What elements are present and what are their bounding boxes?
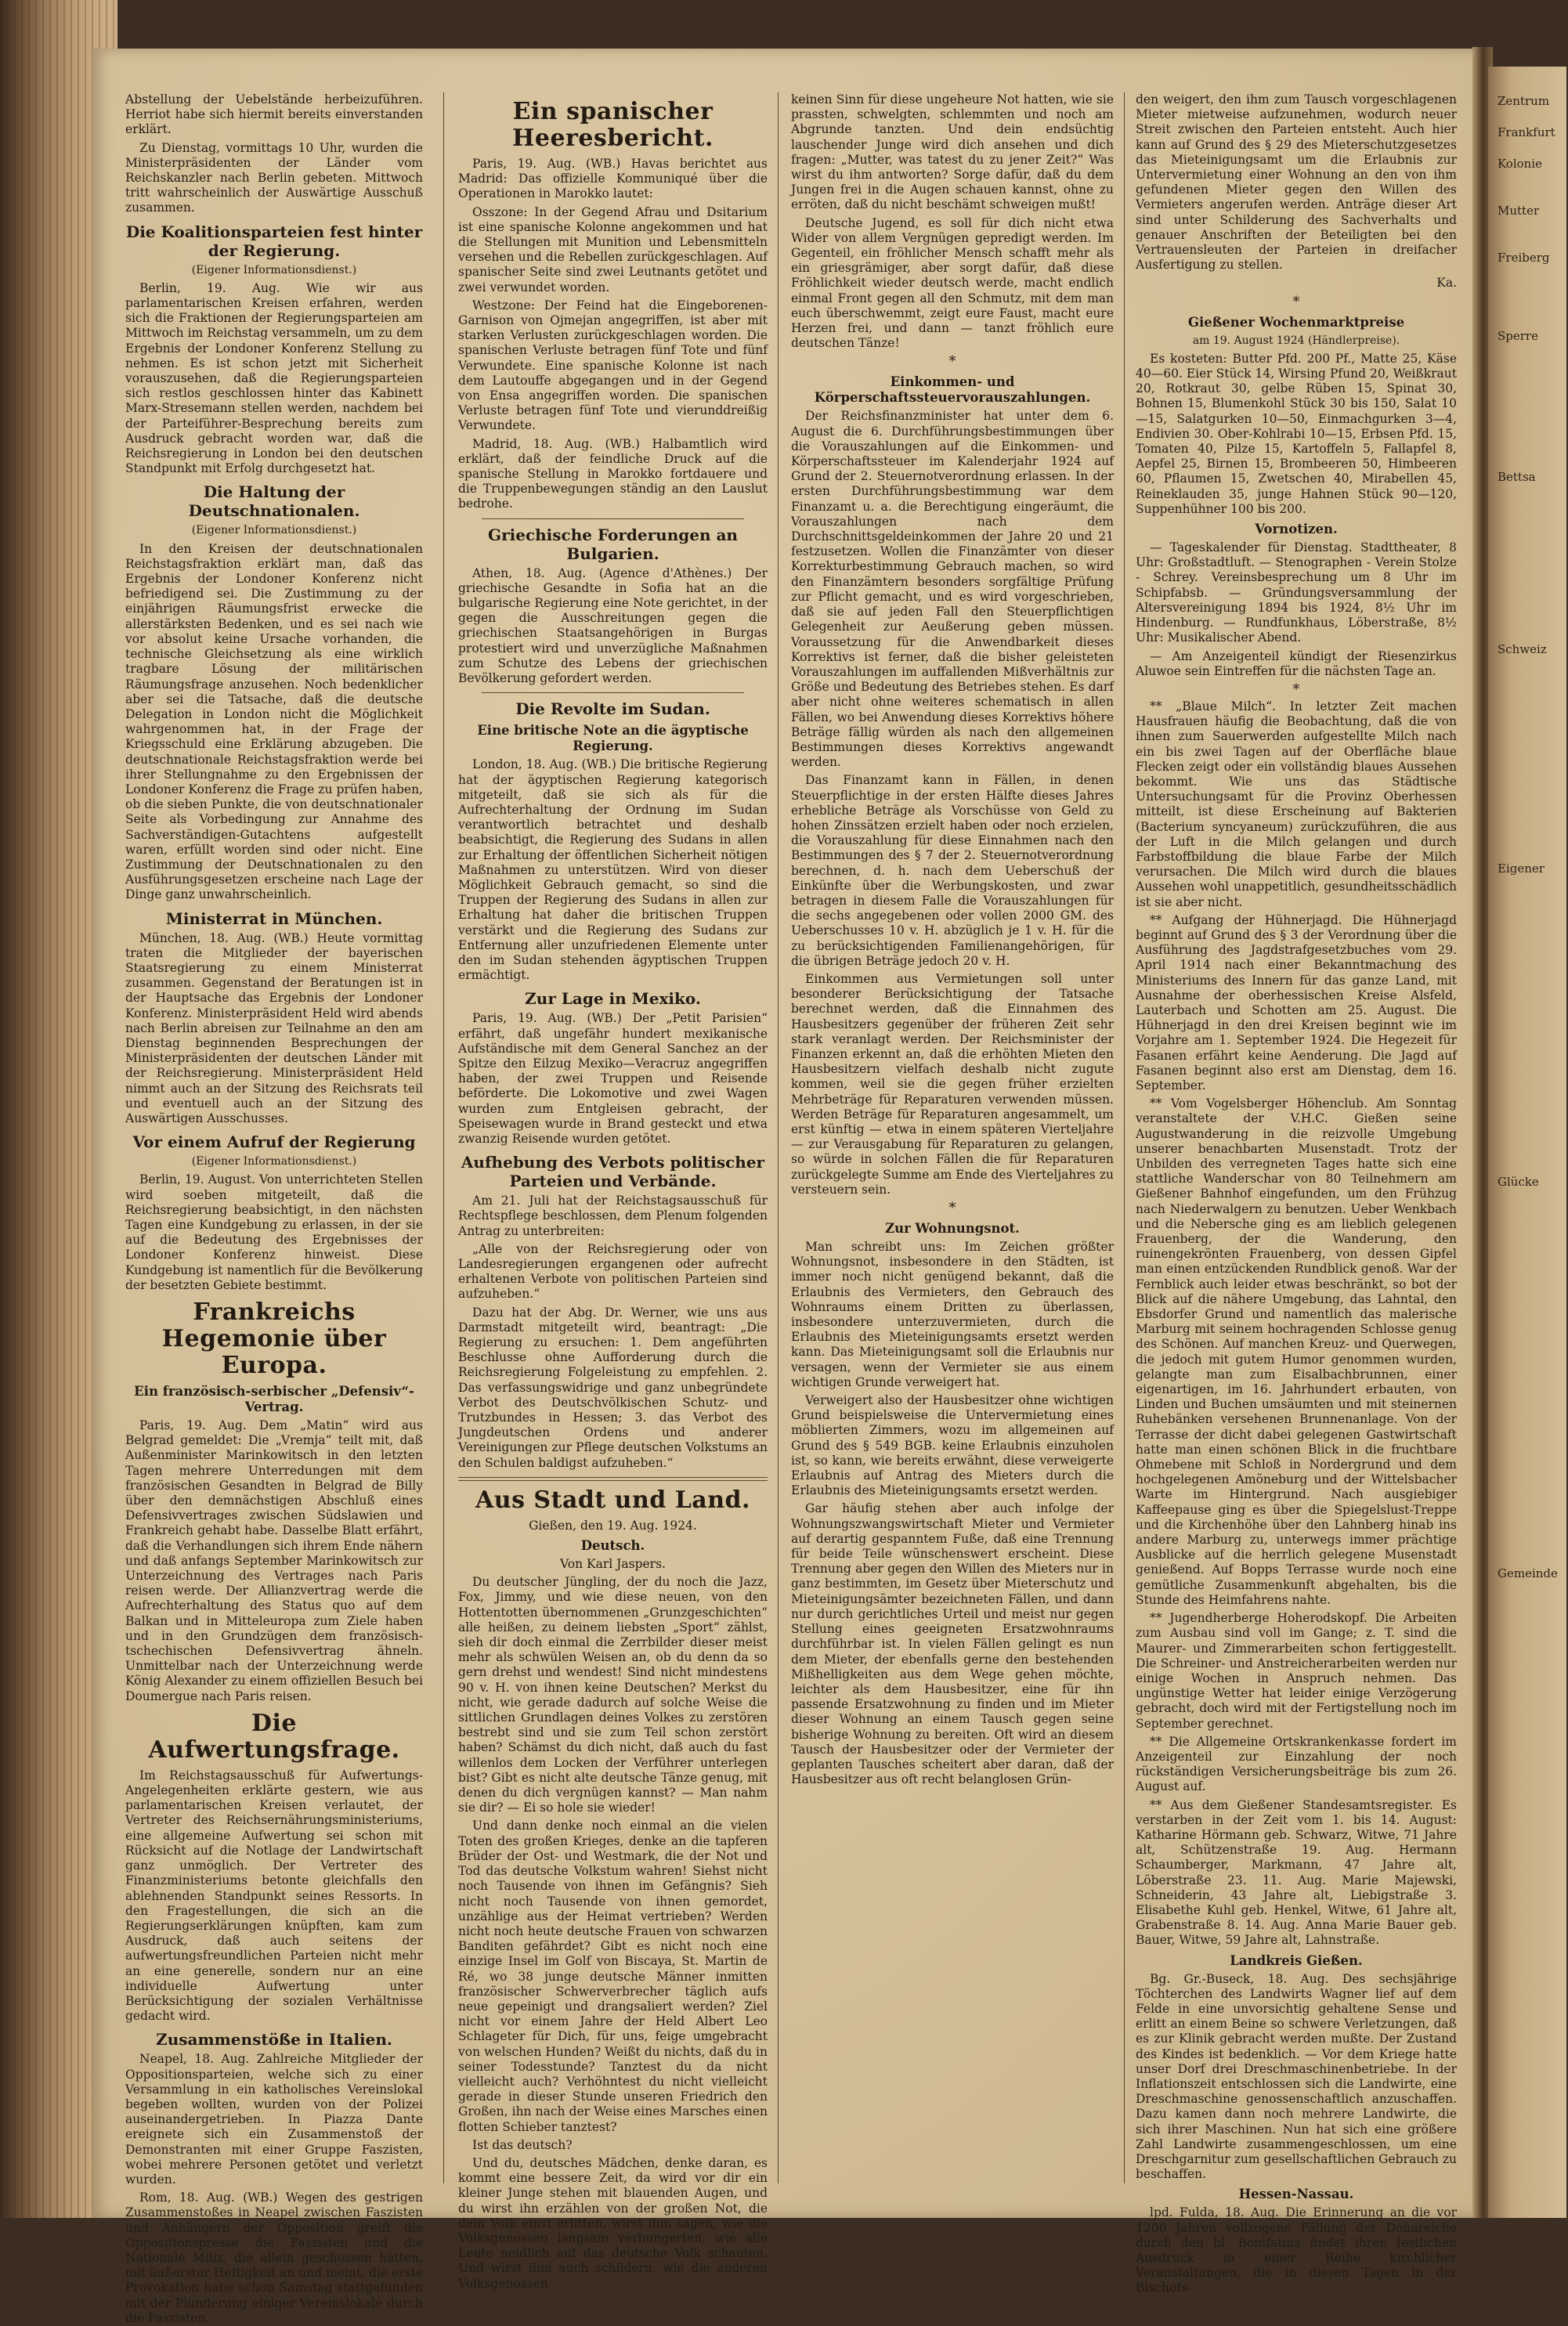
article-text: Gar häufig stehen aber auch infolge der Wohnungszwangswirtschaft Mieter und Vermieter auf derartig gespanntem Fuße, daß eine Trennung für beide Teile wünschenswert erscheint. Diese Trennung aber gegen den Willen des Mieters nur in ganz bestimmten, im Gesetz über Mieterschutz und Mieteinigungsämter bezeichneten Fällen, und dann nur durch gerichtliches Urteil und meist nur gegen Stellung eines geeigneten Ersatzwohnraums durchführbar ist. In vielen Fällen gelingt es nun dem Mieter, der ebenfalls gerne den bestehenden Mißhelligkeiten aus dem Wege gehen möchte, leichter als dem Hausbesitzer, eine für ihn passende Ersatzwohnung zu finden und im Mieter dieser Wohnung an einem Tausch gegen seine bisherige Wohnung zu bereiten. Oft wird an diesem Tausch der Hausbesitzer oder der Vermieter der geplanten Tausches scheitert aber daran, daß der Hausbesitzer aus oft recht belanglosen Grün-	[791, 1501, 1114, 1787]
next-page-fragment: Bettsa	[1498, 470, 1536, 484]
headline-frankreich: Frankreichs Hegemonie über Europa.	[161, 1298, 387, 1380]
article-text: Rom, 18. Aug. (WB.) Wegen des gestrigen Zusammenstoßes in Neapel zwischen Faszisten und Anhängern der Opposition greift die Oppositionspresse die Faszisten und die Nationale Miliz, die allein geschossen hätten, mit äußerster Heftigkeit an und meint, die erste Provokation habe schon Samstag stattgefunden mit der Plünderung einiger Vereinslokale durch die Faszisten.	[125, 2191, 423, 2325]
next-page-fragment: Freiberg	[1498, 251, 1550, 265]
article-text: — Am Anzeigenteil kündigt der Riesenzirkus Aluwoe sein Eintreffen für die nächsten Tage an.	[1136, 648, 1457, 678]
article-text: lpd. Fulda, 18. Aug. Die Erinnerung an die vor 1200 Jahren vollzogene Fällung der Donareiche durch den hl. Bonifatius findet ihren festlichen Ausdruck in einer Reihe kirchlicher Veranstaltungen, die in diesen Tagen in der Bischofs-	[1136, 2205, 1457, 2295]
subheadline-sudan: Eine britische Note an die ägyptische Regierung.	[477, 723, 749, 754]
headline-aufwertungsfrage: Die Aufwertungsfrage.	[148, 1709, 400, 1764]
article-text: Man schreibt uns: Im Zeichen größter Wohnungsnot, insbesondere in den Städten, ist immer noch nicht genügend bekannt, daß die Erlaubnis des Vermieters, den Gebrauch des Wohnraums einem Dritten zu überlassen, insbesondere unterzuvermieten, durch die Erlaubnis des Mieteinigungsamts ersetzt werden kann. Das Mieteinigungsamt soll die Erlaubnis nur versagen, wenn der Vermieter sie aus einem wichtigen Grunde verweigert hat.	[791, 1240, 1114, 1389]
source-note: (Eigener Informationsdienst.)	[191, 263, 357, 276]
next-page-fragment: Gemeinde	[1498, 1566, 1558, 1580]
headline-heeresbericht: Ein spanischer Heeresbericht.	[512, 98, 714, 152]
article-text: ** Vom Vogelsberger Höhenclub. Am Sonntag veranstaltete der V.H.C. Gießen seine Augustwanderung in die reizvolle Umgebung unserer benachbarten Musenstadt. Trotz der Unbilden des verregneten Tages hatte sich eine stattliche Wanderschar von 80 Teilnehmern am Gießener Bahnhof eingefunden, um den Frühzug nach Niederwalgern zu benutzen. Ueber Wenkbach und die Nebersche ging es am lieblich gelegenen Frauenberg, der die Wanderung, den ruinengekrönten Frauenberg, von dessen Gipfel man einen entzückenden Rundblick genoß. War der Fernblick auch leider etwas beschränkt, so bot der Blick auf die nähere Umgebung, das Lahntal, den Ebsdorfer Grund und namentlich das malerische Marburg mit seinem hochragenden Schlosse genug des Schönen. Auf manchen Kreuz- und Querwegen, die jedoch mit gutem Humor genommen wurden, gelangte man zum Eisalbachbrunnen, einer eigenartigen, im 16. Jahrhundert erbauten, von Linden und Buchen umsäumten und mit steinernen Ruhebänken versehenen Brunnenanlage. Von der Terrasse der dicht dabei gelegenen Gastwirtschaft hatte man einen schönen Blick in die fruchtbare Ohmebene mit Schloß in Nordergrund und dem hochgelegenen Amöneburg und der Wittelsbacher Warte im Hintergrund. Nach ausgiebiger Kaffeepause ging es über die Spiegelslust-Treppe und die Kirchenhöhe über den Lahnberg hinab ins andere Marburg zu, unterwegs immer prächtige Ausblicke auf die herrlich gelegene Musenstadt genießend. Auf Bopps Terrasse wurde noch eine gemütliche Zusammenkunft abgehalten, bis die Stunde des Heimfahrens nahte.	[1136, 1096, 1457, 1607]
article-text: Dazu hat der Abg. Dr. Werner, wie uns aus Darmstadt mitgeteilt wird, beantragt: „Die Regierung zu ersuchen: 1. Dem angeführten Beschlusse ohne Aufforderung durch die Reichsregierung Folgeleistung zu empfehlen. 2. Das verfassungswidrige und ganz unbegründete Verbot des Deutschvölkischen Schutz- und Trutzbundes in Hessen; 3. das Verbot des Jungdeutschen Ordens und anderer Vereinigungen zur Pflege deutschen Volkstums an den Schulen baldigst aufzuheben.“	[458, 1305, 768, 1470]
article-text: Das Finanzamt kann in Fällen, in denen Steuerpflichtige in der ersten Hälfte dieses Jahres erhebliche Beträge als Vorschüsse von Geld zu hohen Zinssätzen erzielt haben oder noch erzielen, die Vorauszahlung für diese Einnahmen nach den Bestimmungen des § 7 der 2. Steuernotverordnung berechnen, d. h. nach dem Ueberschuß der Einkünfte über die Werbungskosten, und zwar betragen in diesem Falle die Vorauszahlungen für die sechs angegebenen oder vollen 2000 GM. des Ueberschusses 10 v. H. abzüglich je 1 v. H. für die zu berücksichtigenden Familienangehörigen, für die übrigen Beträge jedoch 20 v. H.	[791, 773, 1114, 968]
article-text: Und du, deutsches Mädchen, denke daran, es kommt eine bessere Zeit, da wird vor dir ein kleiner Junge stehen mit blauenden Augen, und du wirst ihn erzählen von der großen Not, die dein Volk einst erlitten, wirst ihm sagen, wie die Volksgenossen langsam verhungerten, wie alle Leute neidlich auf das deutsche Volk schauten. Und wirst ihm auch schildern, wie die anderen Volksgenossen	[458, 2155, 768, 2291]
article-text: Paris, 19. Aug. Dem „Matin“ wird aus Belgrad gemeldet: Die „Vremja“ teilt mit, daß Außenminister Marinkowitsch in den letzten Tagen mehrere Unterredungen mit dem französischen Gesandten in Belgrad de Billy über den demnächstigen Abschluß eines Defensivvertrages zwischen Südslawien und Frankreich gehabt habe. Dasselbe Blatt erfährt, daß die Verhandlungen sich ihrem Ende nähern und daß anfangs September Marinkowitsch zur Unterzeichnung des Vertrages nach Paris reisen werde. Der Allianzvertrag werde die Aufrechterhaltung des Status quo auf dem Balkan und in Mitteleuropa zum Ziele haben und in den Grundzügen dem französisch-tschechischen Defensivvertrag ähneln. Unmittelbar nach der Unterzeichnung werde König Alexander zu einem offiziellen Besuch bei Doumergue nach Paris reisen.	[125, 1418, 423, 1703]
section-title-stadt-land: Aus Stadt und Land.	[475, 1486, 750, 1514]
article-text: Neapel, 18. Aug. Zahlreiche Mitglieder der Oppositionsparteien, welche sich zu einer Versammlung in ein katholisches Vereinslokal begeben wollten, wurden von der Polizei auseinandergetrieben. In Piazza Dante ereignete sich ein Zusammenstoß der Demonstranten mit einer Gruppe Faszisten, wobei mehrere Personen getötet und verletzt wurden.	[125, 2052, 423, 2187]
article-text: Berlin, 19. August. Von unterrichteten Stellen wird soeben mitgeteilt, daß die Reichsregierung beabsichtigt, in den nächsten Tagen eine Kundgebung zu erlassen, in der sie auf die Bedeutung des Ergebnisses der Londoner Konferenz hinweist. Diese Kundgebung ist namentlich für die Bevölkerung der besetzten Gebiete bestimmt.	[125, 1172, 423, 1292]
separator-asterisk: *	[1292, 293, 1300, 310]
article-text: Athen, 18. Aug. (Agence d'Athènes.) Der griechische Gesandte in Sofia hat an die bulgarische Regierung eine Note gerichtet, in der gegen die Ausschreitungen gegen die griechischen Staatsangehörigen in Burgas protestiert wird und unverzügliche Maßnahmen zum Schutze des Lebens der griechischen Bevölkerung gefordert werden.	[458, 565, 768, 686]
subheadline-vertrag: Ein französisch-serbischer „Defensiv“-Vertrag.	[134, 1384, 414, 1415]
article-text: — Tageskalender für Dienstag. Stadttheater, 8 Uhr: Großstadtluft. — Stenographen - Verein Stolze - Schrey. Vereinsbesprechung um 8 Uhr im Schipfabsb. — Gründungsversammlung der Altersvereinigung 1894 bis 1924, 8½ Uhr im Hindenburg. — Rundfunkhaus, Löberstraße, 8½ Uhr: Musikalischer Abend.	[1136, 540, 1457, 645]
next-page-edge	[1488, 67, 1566, 2218]
next-page-fragment: Frankfurt	[1498, 125, 1555, 139]
headline-deutsch: Deutsch.	[580, 1538, 645, 1554]
article-text: Ist das deutsch?	[472, 2137, 573, 2152]
headline-wohnungsnot: Zur Wohnungsnot.	[885, 1221, 1020, 1237]
article-text: ** Die Allgemeine Ortskrankenkasse fordert im Anzeigenteil zur Einzahlung der noch rückständigen Versicherungsbeiträge bis zum 26. August auf.	[1136, 1734, 1457, 1794]
next-page-fragment: Kolonie	[1498, 157, 1542, 171]
article-text: ** Aus dem Gießener Standesamtsregister. Es verstarben in der Zeit vom 1. bis 14. August: Katharine Hörmann geb. Schwarz, Witwe, 71 Jahre alt, Schützenstraße 19. Aug. Hermann Schaumberger, Markmann, 47 Jahre alt, Löberstraße 23. 11. Aug. Marie Majewski, Schneiderin, 43 Jahre alt, Liebigstraße 3. Elisabethe Kuhl geb. Henkel, Witwe, 61 Jahre alt, Grabenstraße 8. 14. Aug. Anna Marie Bauer geb. Bauer, Witwe, 59 Jahre alt, Lahnstraße.	[1136, 1797, 1457, 1948]
article-text: Du deutscher Jüngling, der du noch die Jazz, Fox, Jimmy, und wie diese neuen, von den Hottentotten übernommenen „Grunzgeschichten“ alle heißen, zu deinem liebsten „Sport“ zählst, sieh dir doch einmal die Zerrbilder dieser meist mehr als schwülen Weisen an, ob du denn da so gern drehst und wendest! Sind nicht mindestens 90 v. H. von ihnen keine Deutschen? Merkst du nicht, wie gerade dadurch auf solche Weise die sittlichen Grundlagen deines Volkes zu zerstören bestrebt sind und sie zum Teil schon zerstört haben? Schämst du dich nicht, daß auch du fast willenlos dem Locken der Verführer unterlegen bist? Gibt es nicht alte deutsche Tänze genug, mit denen du dich vergnügen kannst? — Man nahm sie dir? — Ei so hole sie wieder!	[458, 1575, 768, 1815]
source-note: (Eigener Informationsdienst.)	[191, 524, 357, 537]
column-4	[1136, 92, 1457, 2295]
author-line: Von Karl Jaspers.	[560, 1557, 666, 1572]
source-note: (Eigener Informationsdienst.)	[191, 1155, 357, 1168]
article-text: Und dann denke noch einmal an die vielen Toten des großen Krieges, denke an die tapferen Brüder der Ost- und Westmark, die der Not und Tod das deutsche Volkstum wahren! Siehst nicht noch Tausende von ihnen im Gefängnis? Sieh nicht noch Tausende von ihnen gemordet, unzählige aus der Heimat vertrieben? Werden nicht noch heute deutsche Frauen von schwarzen Banditen gefährdet? Gibt es nicht noch eine einzige Insel im Golf von Biscaya, St. Martin de Ré, wo 38 junge deutsche Männer inmitten französischer Schwerverbrecher täglich aufs neue gepeinigt und drangsaliert werden? Ziel nicht vor einem Jahre der Held Albert Leo Schlageter für Dich, für uns, feige umgebracht von welschen Hunden? Weißt du nichts, daß du in seiner Todesstunde? Tanztest du da nicht vielleicht auch? Verhöhntest du nicht vielleicht gerade in dieser Stunde unseren Friedrich den Großen, ihn nach der Weise eines Marsches einen flotten Schieber tanztest?	[458, 1819, 768, 2134]
headline-vornotizen: Vornotizen.	[1255, 522, 1338, 537]
article-text: Paris, 19. Aug. (WB.) Der „Petit Parisien“ erfährt, daß ungefähr hundert mexikanische Aufständische mit dem General Sanchez an der Spitze den Eilzug Mexiko—Veracruz angegriffen haben, der zwei Truppen und Reisende beförderte. Die Lokomotive und zwei Wagen wurden zum Entgleisen gebracht, der Speisewagen wurde in Brand gesteckt und etwa zwanzig Reisende wurden getötet.	[458, 1011, 768, 1146]
article-text: den weigert, den ihm zum Tausch vorgeschlagenen Mieter mietweise aufzunehmen, wodurch neuer Streit zwischen den Parteien entsteht. Auch hier kann auf Grund des § 29 des Mieterschutzgesetzes das Mieteinigungsamt um die Erlaubnis zur Untervermietung einer Wohnung an den von ihm gefundenen Mieter gegen den Willen des Vermieters angerufen werden. Anträge dieser Art sind unter Schilderung des Sachverhalts und genauer Anschriften der Beteiligten bei den Vertrauensleuten der Parteien in dreifacher Ausfertigung zu stellen.	[1136, 92, 1457, 273]
dateline: Gießen, den 19. Aug. 1924.	[529, 1518, 697, 1533]
column-rule-2	[778, 92, 779, 2183]
section-divider	[458, 1477, 768, 1481]
headline-aufruf: Vor einem Aufruf der Regierung	[132, 1132, 416, 1152]
headline-steuervorauszahlungen: Einkommen- und Körperschaftssteuervorauszahlungen.	[814, 374, 1091, 406]
article-text: Berlin, 19. Aug. Wie wir aus parlamentarischen Kreisen erfahren, werden sich die Fraktionen der Regierungsparteien am Mittwoch im Reichstag versammeln, um zu dem Ergebnis der Londoner Konferenz Stellung zu nehmen. Es ist schon jetzt mit Sicherheit vorauszusehen, daß die Regierungsparteien sich restlos geschlossen hinter das Kabinett Marx-Stresemann stellen werden, nachdem bei der Parteiführer-Besprechung bereits zum Ausdruck gebracht worden war, daß die Reichsregierung in London bei den deutschen Standpunkt mit Erfolg durchgesetzt hat.	[125, 280, 423, 476]
next-page-fragment: Sperre	[1498, 329, 1538, 343]
next-page-fragment: Glücke	[1498, 1175, 1539, 1189]
article-text: ** Jugendherberge Hoherodskopf. Die Arbeiten zum Ausbau sind voll im Gange; z. T. sind die Maurer- und Zimmerarbeiten schon fertiggestellt. Die Schreiner- und Anstreicherarbeiten werden nur einige Wochen in Anspruch nehmen. Das ungünstige Wetter hat leider einige Verzögerung gebracht, doch wird mit der Fertigstellung noch im September gerechnet.	[1136, 1611, 1457, 1731]
article-text: London, 18. Aug. (WB.) Die britische Regierung hat der ägyptischen Regierung kategorisch mitgeteilt, daß sie sich als für die Aufrechterhaltung der Ordnung im Sudan verantwortlich betrachtet und deshalb beabsichtigt, die Regierung des Sudans in allen zur Erhaltung der öffentlichen Sicherheit nötigen Maßnahmen zu unterstützen. Wird von dieser Möglichkeit Gebrauch gemacht, so sind die Truppen der Regierung des Sudans in allen zur Erhaltung hat daher die britischen Truppen verstärkt und die Regierung des Sudans zur Entfernung aller unzufriedenen Elemente unter den im Sudan stehenden ägyptischen Truppen ermächtigt.	[458, 757, 768, 983]
next-page-fragment: Eigener	[1498, 861, 1545, 876]
column-3	[791, 92, 1114, 2191]
article-text: Bg. Gr.-Buseck, 18. Aug. Des sechsjährige Töchterchen des Landwirts Wagner lief auf dem Felde in eine unvorsichtig gehaltene Sense und erlitt an einem Beine so schwere Verletzungen, daß es zur Klinik gebracht werden mußte. Der Zustand des Kindes ist bedenklich. — Vor dem Kriege hatte unser Dorf drei Dreschmaschinenbetriebe. In der Inflationszeit entschlossen sich die Landwirte, eine Dreschmaschine genossenschaftlich anzuschaffen. Dazu kamen dann noch mehrere Landwirte, die sich ihrer Maschinen. Nun hat sich eine größere Zahl Landwirte zusammengeschlossen, um eine Dreschgarnitur zum gesellschaftlichen Gebrauch zu beschaffen.	[1136, 1971, 1457, 2182]
article-text: Am 21. Juli hat der Reichstagsausschuß für Rechtspflege beschlossen, dem Plenum folgenden Antrag zu unterbreiten:	[458, 1194, 768, 1238]
headline-ministerrat: Ministerrat in München.	[165, 908, 383, 928]
next-page-fragment: Schweiz	[1498, 642, 1547, 656]
article-text: Verweigert also der Hausbesitzer ohne wichtigen Grund beispielsweise die Untervermietung eines möblierten Zimmers, wozu im allgemeinen auf Grund des § 549 BGB. keine Erlaubnis einzuholen ist, so kann, wie bereits erwähnt, diese verweigerte Erlaubnis auf Antrag des Mieters durch die Erlaubnis des Mieteinigungsamts ersetzt werden.	[791, 1393, 1114, 1498]
article-text: ** Aufgang der Hühnerjagd. Die Hühnerjagd beginnt auf Grund des § 3 der Verordnung über die Ausführung des Jagdstrafgesetzbuches vom 29. April 1914 nach einer Bekanntmachung des Ministeriums des Innern für das ganze Land, mit Ausnahme der oberhessischen Kreise Alsfeld, Lauterbach und Schotten am 25. August. Die Hühnerjagd in den drei Kreisen beginnt wie im Vorjahre am 1. September 1924. Die Hegezeit für Fasanen erfährt keine Aenderung. Die Jagd auf Fasanen beginnt also erst am Dienstag, dem 16. September.	[1136, 912, 1457, 1093]
article-text: Westzone: Der Feind hat die Eingeborenen-Garnison von Ojmejan angegriffen, ist aber mit starken Verlusten zurückgeschlagen worden. Die spanischen Verluste betragen fünf Tote und fünf Verwundete. Eine spanische Kolonne ist nach dem Lautouffe abgegangen und in der Gegend von Ensa angegriffen worden. Die spanischen Verluste betragen fünf Tote und vierunddreißig Verwundete.	[458, 298, 768, 433]
separator-asterisk: *	[1292, 681, 1300, 698]
headline-sudan: Die Revolte im Sudan.	[515, 699, 710, 719]
next-page-fragment: Mutter	[1498, 204, 1540, 218]
headline-koalitionsparteien: Die Koalitionsparteien fest hinter der Regierung.	[125, 222, 423, 260]
column-rule-3	[1124, 92, 1125, 2183]
article-text: Deutsche Jugend, es soll für dich nicht etwa Wider von allem Vergnügen gepredigt werden. Im Gegenteil, ein fröhlicher Mensch schafft mehr als ein griesgrämiger, aber sorgt dafür, daß diese Fröhlichkeit wieder deutsch werde, macht endlich einmal Front gegen all den Schmutz, mit dem man euch überschwemmt, zeigt eure Faust, macht eure Herzen frei, und dann — tanzt fröhlich eure deutschen Tänze!	[791, 215, 1114, 351]
divider	[482, 692, 744, 693]
separator-asterisk: *	[948, 1200, 956, 1217]
article-text: Madrid, 18. Aug. (WB.) Halbamtlich wird erklärt, daß der feindliche Druck auf die spanische Stellung in Marokko fortdauere und die Truppenbewegungen ständig an den Lauslut bedrohe.	[458, 436, 768, 511]
article-text: Osszone: In der Gegend Afrau und Dsitarium ist eine spanische Kolonne angekommen und hat die Stellungen mit Munition und Lebensmitteln versehen und die Rebellen zurückgeschlagen. Auf spanischer Seite sind zwei Leutnants getötet und zwei verwundet worden.	[458, 204, 768, 294]
signature: Ka.	[1436, 276, 1457, 291]
next-page-fragment: Zentrum	[1498, 94, 1550, 108]
subheadline-marktpreise: am 19. August 1924 (Händlerpreise).	[1192, 334, 1400, 347]
article-text: Abstellung der Uebelstände herbeizuführen. Herriot habe sich hiermit bereits einverstanden erklärt.	[125, 92, 423, 137]
headline-griechische: Griechische Forderungen an Bulgarien.	[488, 525, 738, 563]
headline-landkreis: Landkreis Gießen.	[1230, 1952, 1363, 1968]
separator-asterisk: *	[948, 353, 956, 370]
article-text: „Alle von der Reichsregierung oder von Landesregierungen ergangenen oder aufrecht erhaltenen Verbote von politischen Parteien sind aufzuheben.“	[458, 1241, 768, 1302]
headline-hessen-nassau: Hessen-Nassau.	[1238, 2187, 1354, 2202]
article-text: Der Reichsfinanzminister hat unter dem 6. August die 6. Durchführungsbestimmungen über die Vorauszahlungen auf die Einkommen- und Körperschaftssteuer im Kalenderjahr 1924 auf Grund der 2. Steuernotverordnung erlassen. In der ersten Durchführungsbestimmung war dem Finanzamt u. a. die Berechtigung eingeräumt, die Vorauszahlungen nach dem Durchschnittsgeldeinkommen der Jahre 20 und 21 festzusetzen. Wollen die Finanzämter von dieser Korrekturbestimmung Gebrauch machen, so wird den Finanzämtern besonders sorgfältige Prüfung zur Pflicht gemacht, und es wird vorgeschrieben, daß sie auf jeden Fall den Steuerpflichtigen Gelegenheit zur Aeußerung geben müssen. Voraussetzung für die Anwendbarkeit dieses Korrektivs ist ferner, daß die bisher geleisteten Vorauszahlungen im auffallenden Mißverhältnis zur Größe und Bedeutung des Betriebes stehen. Es darf aber nicht ohne weiteres schematisch in allen Fällen, wo bei Anwendung dieses Korrektivs höhere Beträge fällig würden als nach den allgemeinen Bestimmungen dieses Korrektivs angewandt werden.	[791, 409, 1114, 770]
divider	[482, 518, 744, 519]
column-2	[458, 92, 768, 2291]
article-text: München, 18. Aug. (WB.) Heute vormittag traten die Mitglieder der bayerischen Staatsregierung zu einem Ministerrat zusammen. Gegenstand der Beratungen ist in der Hauptsache das Ergebnis der Londoner Konferenz. Ministerpräsident Held wird abends nach Berlin abreisen zur Teilnahme an den am Dienstag beginnenden Besprechungen der Ministerpräsidenten der deutschen Länder mit der Reichsregierung. Ministerpräsident Held nimmt auch an der Sitzung des Reichsrats teil und eventuell auch an der Sitzung des Auswärtigen Ausschusses.	[125, 930, 423, 1125]
article-text: Im Reichstagsausschuß für Aufwertungs-Angelegenheiten erklärte gestern, wie aus parlamentarischen Kreisen verlautet, der Vertreter des Reichsernährungsministeriums, eine allgemeine Aufwertung sei schon mit Rücksicht auf die Notlage der Landwirtschaft ganz unmöglich. Der Vertreter des Finanzministeriums betonte gleichfalls den ablehnenden Standpunkt seines Ressorts. In den Fragestellungen, die sich an die Regierungserklärungen knüpften, kam zum Ausdruck, daß auch seitens der aufwertungsfreundlichen Parteien nicht mehr an eine generelle, sondern nur an eine individuelle Aufwertung unter Berücksichtigung der sozialen Verhältnisse gedacht wird.	[125, 1768, 423, 2024]
article-text: Zu Dienstag, vormittags 10 Uhr, wurden die Ministerpräsidenten der Länder vom Reichskanzler nach Berlin gebeten. Mittwoch tritt wahrscheinlich der Auswärtige Ausschuß zusammen.	[125, 140, 423, 215]
column-1	[125, 92, 423, 2325]
article-text: In den Kreisen der deutschnationalen Reichstagsfraktion erklärt man, daß das Ergebnis der Londoner Konferenz nicht befriedigend sei. Die Zustimmung zu der einjährigen Räumungsfrist erwecke die allerstärksten Bedenken, und es sei nach wie vor absolut keine Ursache vorhanden, die technische Gleichsetzung als eine wirklich tragbare Lösung der militärischen Räumungsfrage anzusehen. Noch bedenklicher aber sei die Tatsache, daß die deutsche Delegation in London nicht die Möglichkeit wahrgenommen hat, in der Frage der Kriegsschuld eine Erklärung abzugeben. Die deutschnationale Reichstagsfraktion werde bei ihrer Stellungnahme zu den Ergebnissen der Londoner Konferenz die Frage zu prüfen haben, ob die sieben Punkte, die von deutschnationaler Seite als Vorbedingung zur Annahme des Sachverständigen-Gutachtens aufgestellt waren, erfüllt worden sind oder nicht. Eine Zustimmung der Deutschnationalen zu den Ausführungsgesetzen erscheine nach Lage der Dinge ganz unwahrscheinlich.	[125, 541, 423, 902]
headline-wochenmarktpreise: Gießener Wochenmarktpreise	[1187, 314, 1405, 330]
article-text: ** „Blaue Milch“. In letzter Zeit machen Hausfrauen häufig die Beobachtung, daß die von ihnen zum Sauerwerden aufgestellte Milch nach ein bis zwei Tagen auf der Oberfläche blaue Flecken zeigt oder ein vollständig blaues Aussehen bekommt. Wie uns das Städtische Untersuchungsamt für die Provinz Oberhessen mitteilt, ist diese Erscheinung auf Bakterien (Bacterium syncyaneum) zurückzuführen, die aus der Luft in die Milch gelangen und durch Farbstoffbildung die blaue Farbe der Milch verursachen. Die Milch wird durch die blaues Aussehen wohl unappetitlich, gesundheitsschädlich ist sie aber nicht.	[1136, 699, 1457, 909]
headline-aufhebung: Aufhebung des Verbots politischer Parteien und Verbände.	[461, 1153, 765, 1191]
article-text: keinen Sinn für diese ungeheure Not hatten, wie sie prassten, schwelgten, schlemmten und noch am Abgrunde tanzten. Und dein endsüchtig lauschender Junge wird dich ansehen und dich fragen: „Mutter, was tatest du zu jener Zeit?“ Was wirst du ihm antworten? Sorge dafür, daß du dem Jungen frei in die Augen schauen kannst, ohne zu erröten, daß du nicht beschämt schweigen mußt!	[791, 92, 1114, 212]
column-rule-1	[443, 92, 444, 2183]
headline-mexiko: Zur Lage in Mexiko.	[525, 989, 701, 1009]
headline-italien: Zusammenstöße in Italien.	[156, 2030, 392, 2050]
headline-deutschnationalen: Die Haltung der Deutschnationalen.	[188, 482, 360, 521]
article-text: Einkommen aus Vermietungen soll unter besonderer Berücksichtigung der Tatsache berechnet werden, daß die Einnahmen des Hausbesitzers gegenüber der früheren Zeit sehr stark veranlagt werden. Der Reichsminister der Finanzen erkennt an, daß die erhöhten Mieten den Hausbesitzern vielfach deshalb nicht zugute kommen, weil sie die gegen früher erzielten Mehrbeträge für Reparaturen verwenden müssen. Werden Beträge für Reparaturen angesammelt, um erst künftig — etwa in einem späteren Vierteljahre — zur Verausgabung für Reparaturen zu gelangen, so würde in solchen Fällen die für Reparaturen zurückgelegte Summe am Ende des Vierteljahres zu versteuern sein.	[791, 971, 1114, 1197]
article-text: Paris, 19. Aug. (WB.) Havas berichtet aus Madrid: Das offizielle Kommuniqué über die Operationen in Marokko lautet:	[458, 157, 768, 201]
article-text: Es kosteten: Butter Pfd. 200 Pf., Matte 25, Käse 40—60. Eier Stück 14, Wirsing Pfund 20, Weißkraut 20, Rotkraut 30, gelbe Rüben 15, Spinat 30, Bohnen 15, Blumenkohl Stück 30 bis 150, Salat 10—15, Salatgurken 10—50, Einmachgurken 3—4, Endivien 30. Ober-Kohlrabi 10—15, Erbsen Pfd. 15, Tomaten 40, Pilze 15, Kartoffeln 5, Fallapfel 8, Aepfel 25, Birnen 15, Brombeeren 50, Himbeeren 60, Pflaumen 15, Zwetschen 40, Mirabellen 45, Reineklauden 35, junge Hahnen Stück 90—120, Suppenhühner 100 bis 200.	[1136, 351, 1457, 516]
